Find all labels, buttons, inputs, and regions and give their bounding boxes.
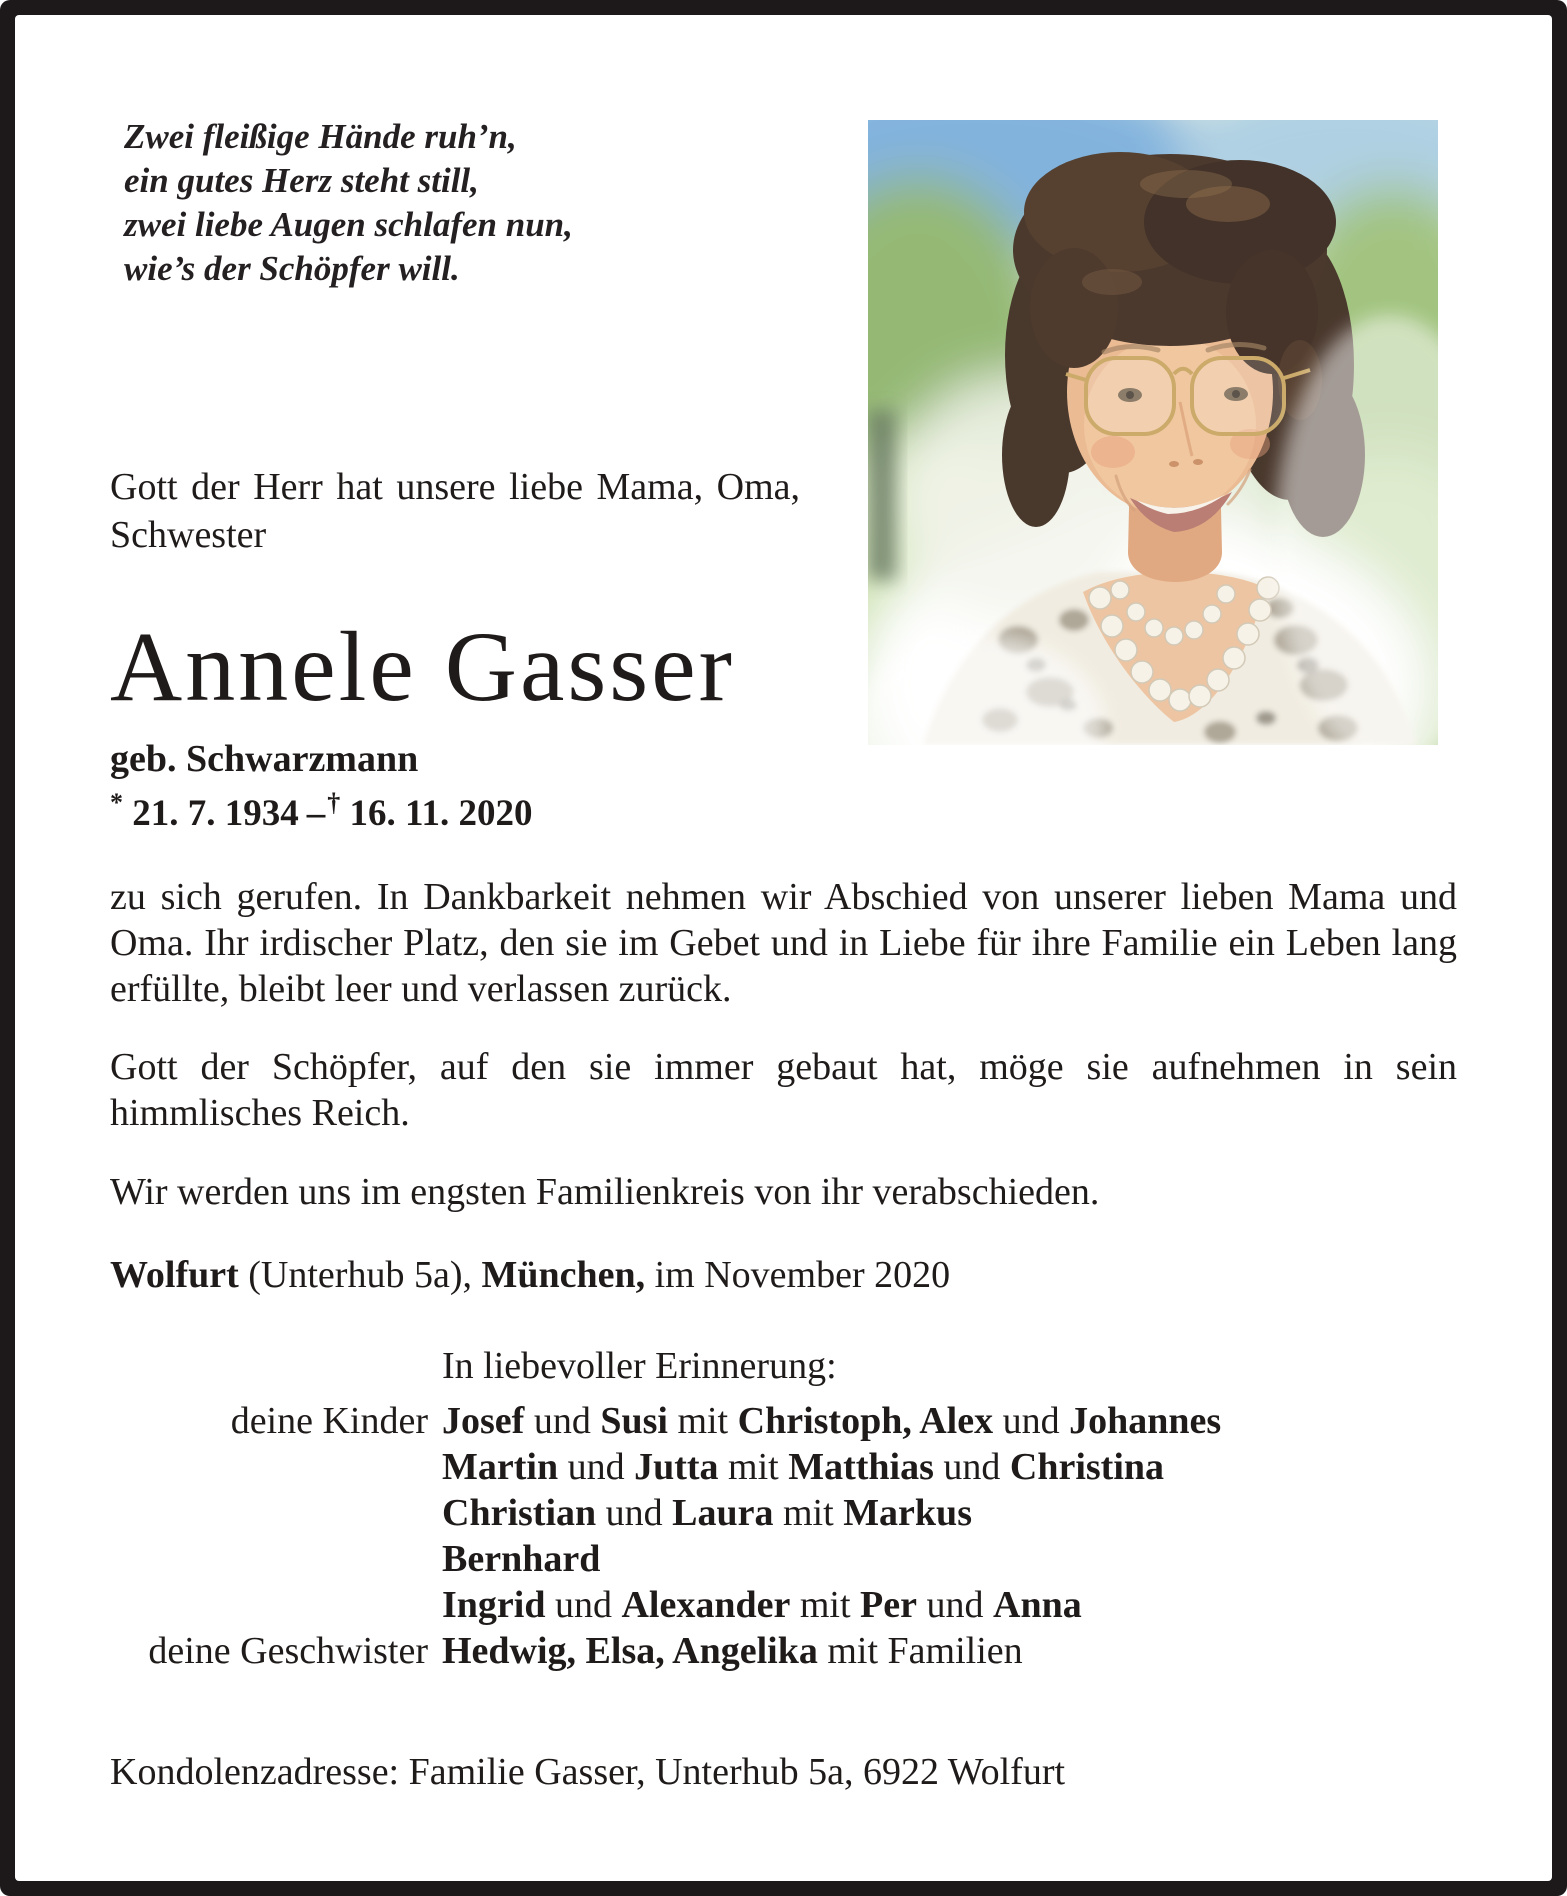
person-name: Markus (843, 1492, 972, 1534)
family-names (442, 1444, 1164, 1490)
person-name: Alexander (621, 1584, 791, 1626)
family-relation-label (110, 1444, 428, 1490)
place-date-line (110, 1252, 1457, 1298)
family-relation-label (110, 1536, 428, 1582)
person-name: Martin (442, 1446, 559, 1488)
poem-line: wie’s der Schöpfer will. (124, 249, 460, 288)
text-segment: und (596, 1492, 673, 1534)
life-dates (110, 781, 1457, 836)
body-paragraph-2: Gott der Schöpfer, auf den sie immer gebaut hat, möge sie aufnehmen in sein himmlisches Reich. (110, 1046, 1457, 1134)
family-list (110, 1398, 1457, 1674)
text-segment: mit (790, 1584, 861, 1626)
person-name: Laura (672, 1492, 774, 1534)
text-segment: mit (718, 1446, 789, 1488)
poem-line: Zwei fleißige Hände ruh’n, (124, 117, 517, 156)
death-date: 16. 11. 2020 (349, 793, 533, 834)
text-segment: und (993, 1400, 1070, 1442)
text-segment: im November 2020 (645, 1254, 951, 1296)
family-names (442, 1536, 600, 1582)
maiden-name: geb. Schwarzmann (110, 738, 419, 780)
person-name: Ingrid (442, 1584, 546, 1626)
poem-line: zwei liebe Augen schlafen nun, (124, 205, 573, 244)
date-separator: – (306, 793, 326, 834)
person-name: Johannes (1069, 1400, 1222, 1442)
person-name: München, (481, 1254, 646, 1296)
birth-date: 21. 7. 1934 (132, 793, 299, 834)
body-paragraph-1: zu sich gerufen. In Dankbarkeit nehmen wir Abschied von unserer lieben Mama und Oma. Ihr irdischer Platz, den sie im Gebet und in Liebe für ihre Familie ein Leben lang erfüllte, bleibt leer und verlassen zurück. (110, 876, 1457, 1010)
person-name: Matthias (788, 1446, 934, 1488)
family-names (442, 1490, 972, 1536)
portrait-photo-illustration (868, 120, 1438, 745)
family-relation-label (110, 1490, 428, 1536)
family-relation-label: deine Geschwister (148, 1630, 428, 1672)
condolence-address: Kondolenzadresse: Familie Gasser, Unterhub 5a, 6922 Wolfurt (110, 1751, 1066, 1793)
family-names (442, 1582, 1082, 1628)
text-segment: und (545, 1584, 622, 1626)
death-symbol: † (327, 788, 341, 817)
text-segment: (Unterhub 5a), (238, 1254, 482, 1296)
family-relation-label (110, 1582, 428, 1628)
person-name: Hedwig, Elsa, Angelika (442, 1630, 818, 1672)
remembrance-heading: In liebevoller Erinnerung: (442, 1345, 837, 1387)
obituary-sheet (15, 15, 1552, 1881)
person-name: Christoph, Alex (737, 1400, 994, 1442)
portrait-photo (868, 120, 1438, 745)
person-name: Bernhard (442, 1538, 601, 1580)
person-name: Christian (442, 1492, 597, 1534)
family-row (110, 1628, 1457, 1674)
family-row (110, 1582, 1457, 1628)
person-name: Wolfurt (110, 1254, 239, 1296)
family-row (110, 1536, 1457, 1582)
text-segment: und (917, 1584, 993, 1626)
family-row (110, 1490, 1457, 1536)
person-name: Susi (600, 1400, 668, 1442)
person-name: Per (860, 1584, 917, 1626)
farewell-line: Wir werden uns im engsten Familienkreis von ihr verabschieden. (110, 1171, 1100, 1213)
person-name: Christina (1009, 1446, 1165, 1488)
text-segment: mit Familien (817, 1630, 1023, 1672)
person-name: Jutta (634, 1446, 719, 1488)
text-segment: und (933, 1446, 1010, 1488)
birth-symbol: * (110, 788, 123, 817)
text-segment: mit (667, 1400, 738, 1442)
intro-text: Gott der Herr hat unsere liebe Mama, Oma, Schwester (110, 466, 800, 556)
deceased-name: Annele Gasser (110, 611, 735, 722)
family-relation-label: deine Kinder (230, 1400, 428, 1442)
text-segment: und (558, 1446, 635, 1488)
family-names (442, 1398, 1221, 1444)
family-row (110, 1398, 1457, 1444)
text-segment: mit (773, 1492, 844, 1534)
family-row (110, 1444, 1457, 1490)
person-name: Josef (442, 1400, 525, 1442)
poem-line: ein gutes Herz steht still, (124, 161, 479, 200)
person-name: Anna (993, 1584, 1082, 1626)
family-names (442, 1628, 1023, 1674)
text-segment: und (524, 1400, 601, 1442)
